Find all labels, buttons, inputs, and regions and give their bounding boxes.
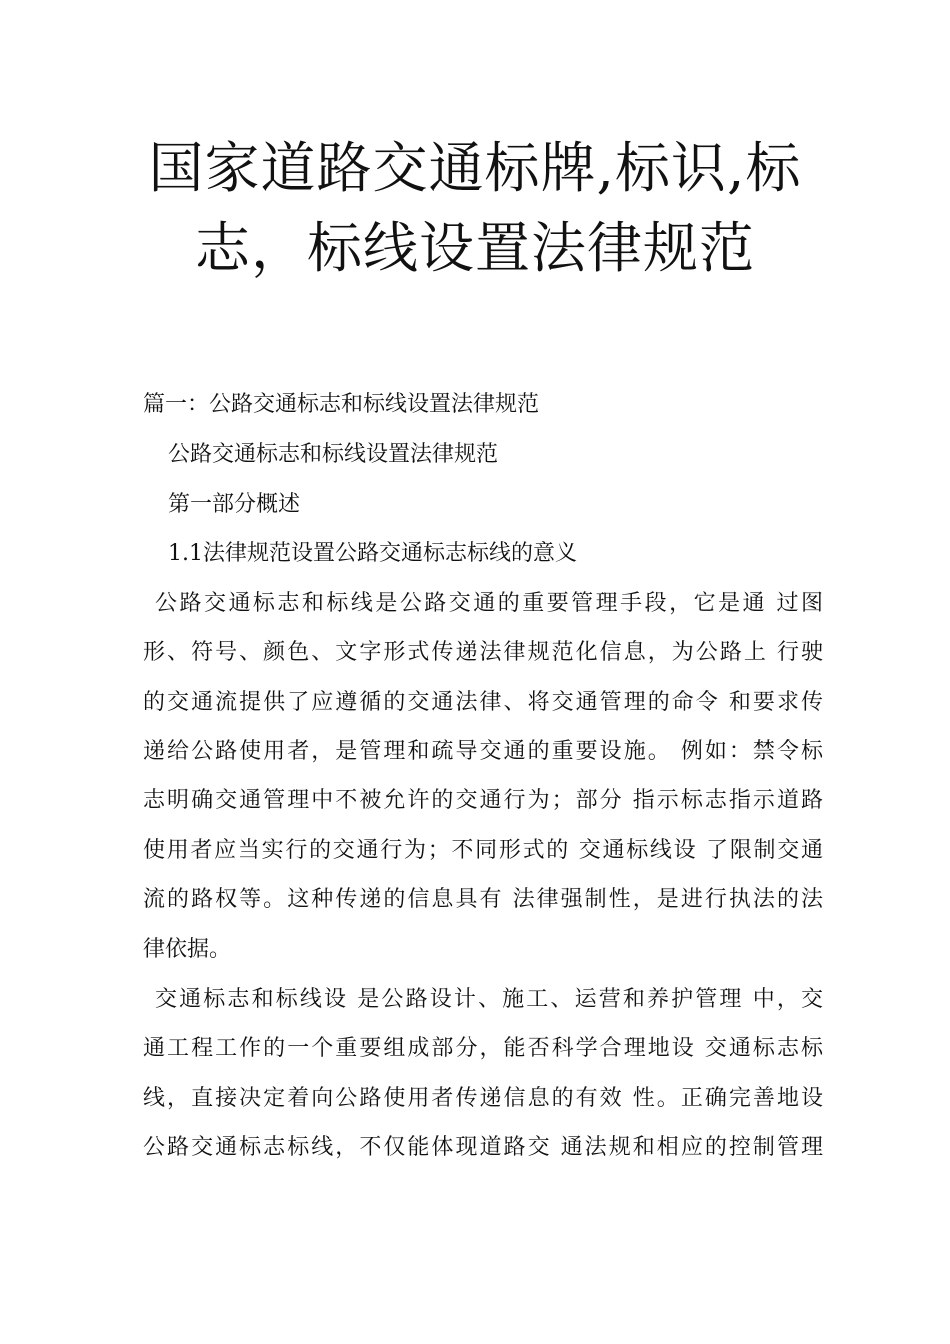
section-heading: 篇一：公路交通标志和标线设置法律规范 [143,392,540,417]
clause-heading: 1.1法律规范设置公路交通标志标线的意义 [168,541,577,566]
paragraph-line: 的交通流提供了应遵循的交通法律、将交通管理的命令 和要求传 [143,690,823,715]
paragraph-line: 形、符号、颜色、文字形式传递法律规范化信息，为公路上 行驶 [143,640,823,665]
paragraph-line: 通工程工作的一个重要组成部分，能否科学合理地设 交通标志标 [143,1036,823,1061]
paragraph-line: 公路交通标志和标线是公路交通的重要管理手段，它是通 过图 [155,591,823,616]
paragraph-line: 流的路权等。这种传递的信息具有 法律强制性，是进行执法的法 [143,887,823,912]
paragraph-line: 公路交通标志标线，不仅能体现道路交 通法规和相应的控制管理 [143,1135,823,1160]
paragraph-line: 线，直接决定着向公路使用者传递信息的有效 性。正确完善地设 [143,1086,823,1111]
subheading: 公路交通标志和标线设置法律规范 [168,442,499,467]
paragraph-line: 使用者应当实行的交通行为；不同形式的 交通标线设 了限制交通 [143,838,823,863]
paragraph-line: 交通标志和标线设 是公路设计、施工、运营和养护管理 中，交 [155,987,823,1012]
paragraph-line: 递给公路使用者，是管理和疏导交通的重要设施。 例如：禁令标 [143,739,823,764]
title-line-2: 志，标线设置法律规范 [194,216,755,280]
part-heading: 第一部分概述 [168,492,301,517]
document-title [120,128,830,288]
title-line-1: 国家道路交通标牌,标识,标 [148,136,802,200]
paragraph-line: 志明确交通管理中不被允许的交通行为；部分 指示标志指示道路 [143,788,823,813]
paragraph-line: 律依据。 [143,937,232,962]
